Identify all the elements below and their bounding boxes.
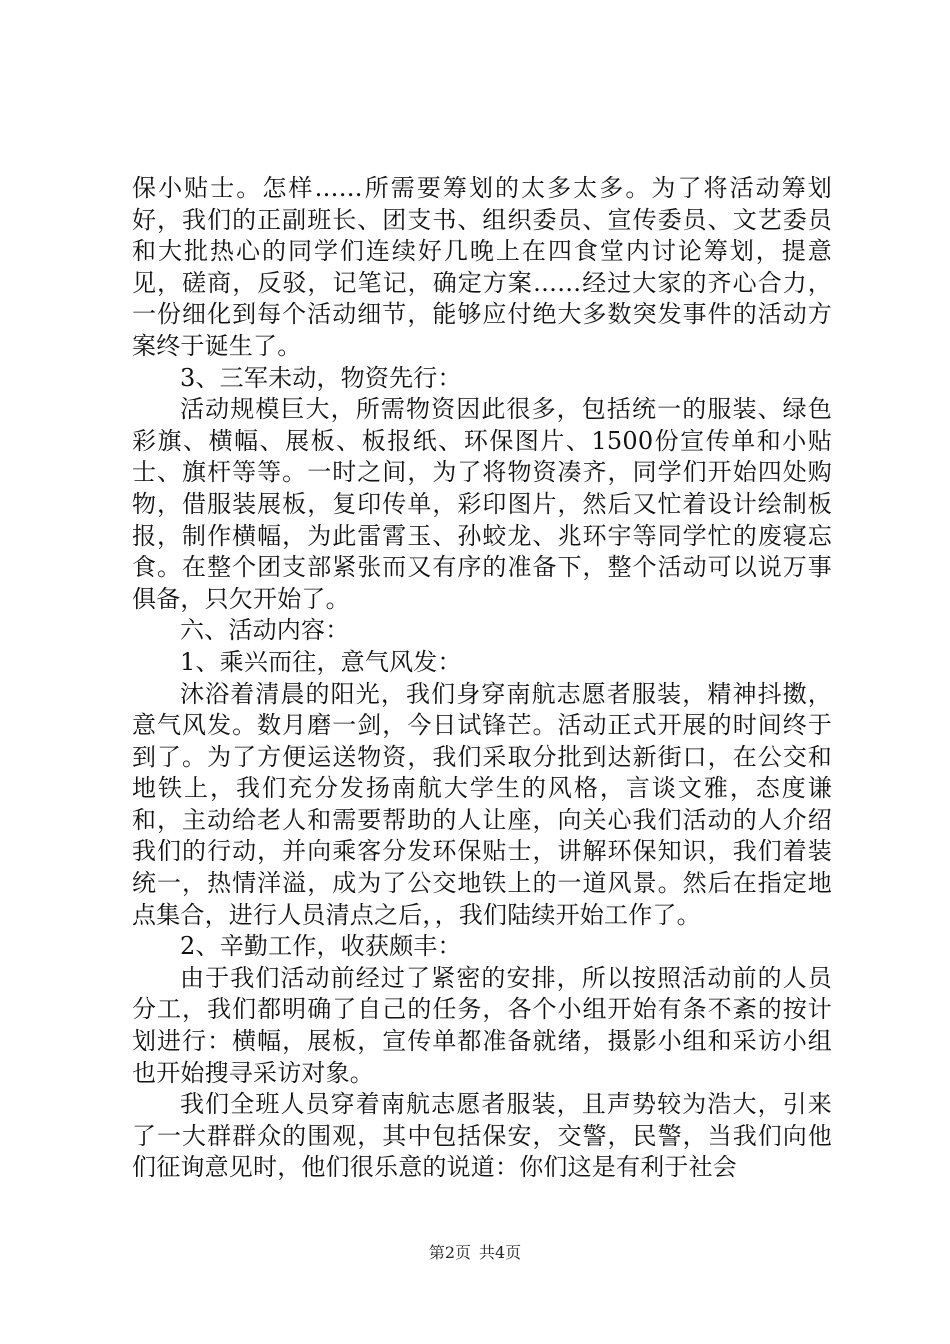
paragraph-1: 保小贴士。怎样……所需要筹划的太多太多。为了将活动筹划好，我们的正副班长、团支书、组织委员、宣传委员、文艺委员和大批热心的同学们连续好几晚上在四食堂内讨论筹划，提意见，磋商，反驳，记笔记，确定方案……经过大家的齐心合力，一份细化到每个活动细节，能够应付绝大多数突发事件的活动方案终于诞生了。 xyxy=(132,174,832,360)
paragraph-materials: 活动规模巨大，所需物资因此很多，包括统一的服装、绿色彩旗、横幅、展板、板报纸、环保图片、1500份宣传单和小贴士、旗杆等等。一时之间，为了将物资凑齐，同学们开始四处购物，借服装展板，复印传单，彩印图片，然后又忙着设计绘制板报，制作横幅，为此雷霄玉、孙蛟龙、兆环宇等同学忙的废寝忘食。在整个团支部紧张而又有序的准备下，整个活动可以说万事俱备，只欠开始了。 xyxy=(132,395,832,613)
heading-1-set-off: 1、乘兴而往，意气风发： xyxy=(180,647,462,676)
paragraph-hard-work: 由于我们活动前经过了紧密的安排，所以按照活动前的人员分工，我们都明确了自己的任务，各个小组开始有条不紊的按计划进行：横幅，展板，宣传单都准备就绪，摄影小组和采访小组也开始搜寻采访对象。 xyxy=(132,963,832,1087)
page-number: 第2页 xyxy=(428,1243,471,1262)
page-total: 共4页 xyxy=(479,1243,522,1262)
paragraph-set-off: 沐浴着清晨的阳光，我们身穿南航志愿者服装，精神抖擞，意气风发。数月磨一剑，今日试锋芒。活动正式开展的时间终于到了。为了方便运送物资，我们采取分批到达新街口，在公交和地铁上，我们充分发扬南航大学生的风格，言谈文雅，态度谦和，主动给老人和需要帮助的人让座，向关心我们活动的人介绍我们的行动，并向乘客分发环保贴士，讲解环保知识，我们着装统一，热情洋溢，成为了公交地铁上的一道风景。然后在指定地点集合，进行人员清点之后，，我们陆续开始工作了。 xyxy=(132,679,832,929)
paragraph-crowd: 我们全班人员穿着南航志愿者服装，且声势较为浩大，引来了一大群群众的围观，其中包括保安，交警，民警，当我们向他们征询意见时，他们很乐意的说道：你们这是有利于社会 xyxy=(132,1090,832,1182)
page-footer xyxy=(0,1243,950,1263)
heading-6-activity-content: 六、活动内容： xyxy=(180,616,350,645)
heading-2-hard-work: 2、辛勤工作，收获颇丰： xyxy=(180,932,462,961)
body-text xyxy=(132,173,832,1184)
heading-3-materials-first: 3、三军未动，物资先行： xyxy=(180,363,462,392)
